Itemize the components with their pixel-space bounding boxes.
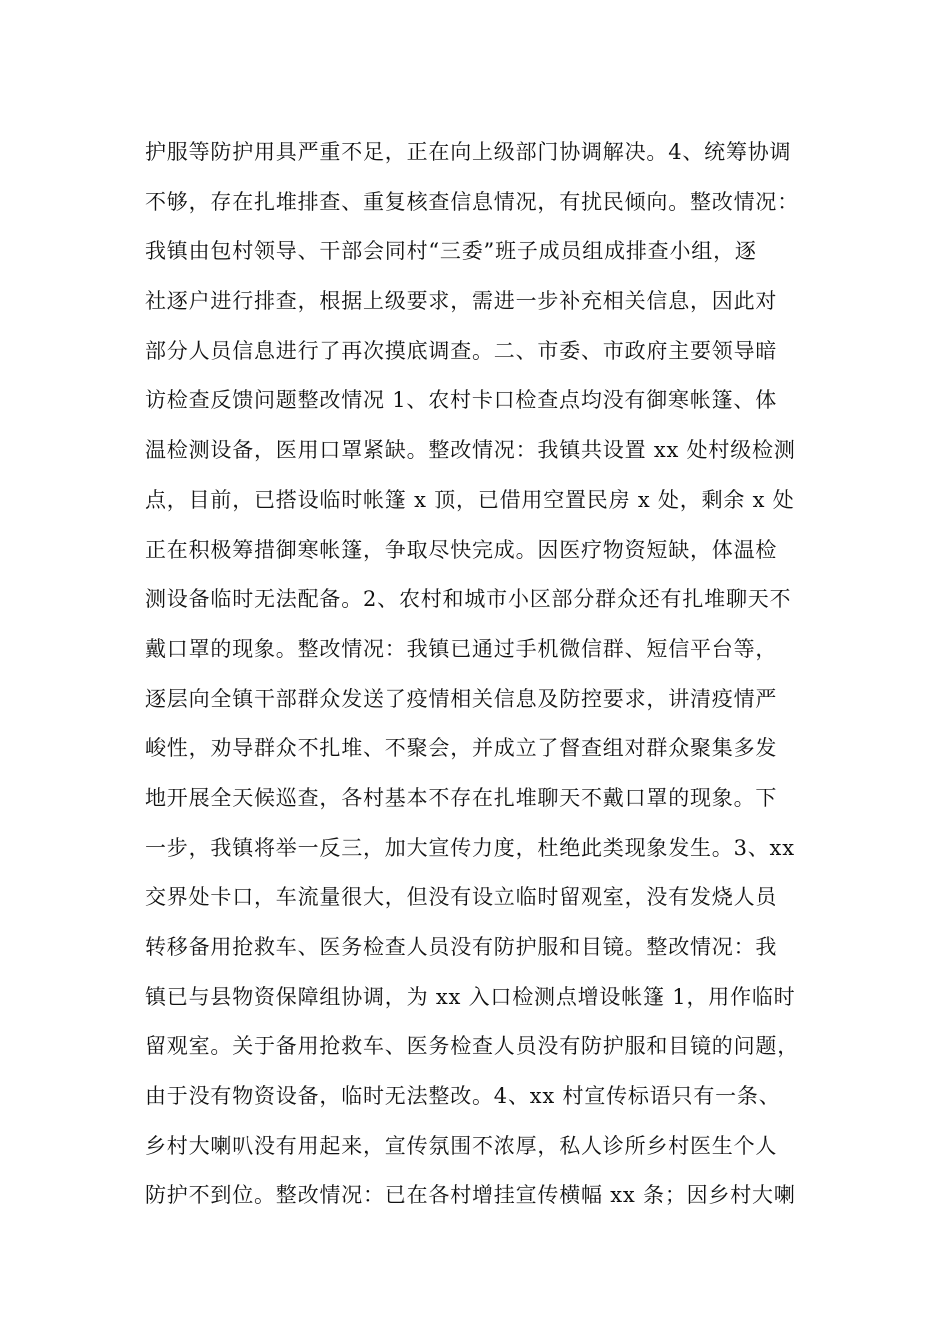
text-line: 护服等防护用具严重不足，正在向上级部门协调解决。4、统筹协调	[145, 140, 792, 164]
text-line: 我镇由包村领导、干部会同村“三委”班子成员组成排查小组，逐	[145, 239, 757, 264]
text-line: 地开展全天候巡查，各村基本不存在扎堆聊天不戴口罩的现象。下	[145, 785, 778, 810]
text-line: 正在积极筹措御寒帐篷，争取尽快完成。因医疗物资短缺，体温检	[145, 537, 778, 562]
text-line: 点，目前，已搭设临时帐篷 x 顶，已借用空置民房 x 处，剩余 x 处	[145, 487, 795, 512]
text-line: 转移备用抢救车、医务检查人员没有防护服和目镜。整改情况：我	[145, 935, 778, 959]
text-line: 留观室。关于备用抢救车、医务检查人员没有防护服和目镜的问题，	[145, 1034, 799, 1059]
text-line: 一步，我镇将举一反三，加大宣传力度，杜绝此类现象发生。3、xx	[145, 835, 795, 860]
text-line: 不够，存在扎堆排查、重复核查信息情况，有扰民倾向。整改情况：	[145, 189, 799, 214]
text-line: 戴口罩的现象。整改情况：我镇已通过手机微信群、短信平台等，	[145, 636, 778, 661]
text-line: 防护不到位。整改情况：已在各村增挂宣传横幅 xx 条；因乡村大喇	[145, 1183, 796, 1208]
text-line: 测设备临时无法配备。2、农村和城市小区部分群众还有扎堆聊天不	[145, 587, 792, 612]
text-line: 访检查反馈问题整改情况 1、农村卡口检查点均没有御寒帐篷、体	[145, 388, 778, 413]
text-line: 由于没有物资设备，临时无法整改。4、xx 村宣传标语只有一条、	[145, 1084, 781, 1109]
text-line: 部分人员信息进行了再次摸底调查。二、市委、市政府主要领导暗	[145, 338, 778, 363]
body-text	[145, 128, 815, 1221]
text-line: 镇已与县物资保障组协调，为 xx 入口检测点增设帐篷 1，用作临时	[145, 984, 796, 1009]
text-line: 交界处卡口，车流量很大，但没有设立临时留观室，没有发烧人员	[145, 885, 778, 910]
text-line: 温检测设备，医用口罩紧缺。整改情况：我镇共设置 xx 处村级检测	[145, 438, 796, 463]
text-line: 社逐户进行排查，根据上级要求，需进一步补充相关信息，因此对	[145, 289, 778, 314]
text-line: 逐层向全镇干部群众发送了疫情相关信息及防控要求，讲清疫情严	[145, 686, 778, 711]
text-line: 乡村大喇叭没有用起来，宣传氛围不浓厚，私人诊所乡村医生个人	[145, 1133, 778, 1158]
text-line: 峻性，劝导群众不扎堆、不聚会，并成立了督查组对群众聚集多发	[145, 736, 778, 761]
